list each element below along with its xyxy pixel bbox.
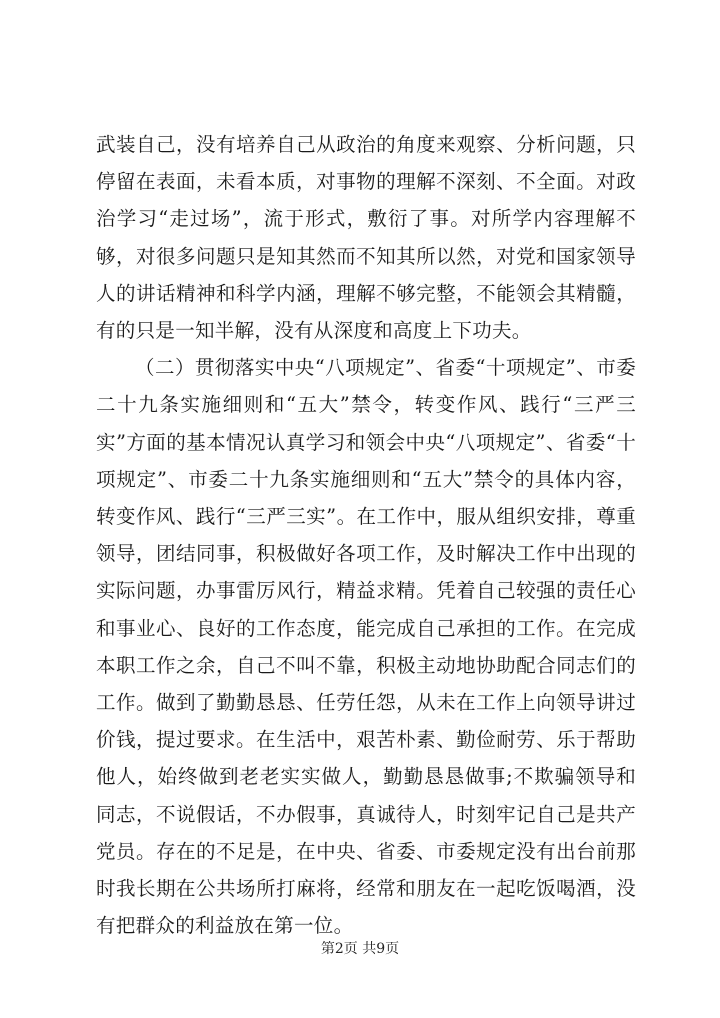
document-body [96, 126, 636, 944]
paragraph-section-two: （二）贯彻落实中央“八项规定”、省委“十项规定”、市委二十九条实施细则和“五大”禁令，转变作风、践行“三严三实”方面的基本情况认真学习和领会中央“八项规定”、省委“十项规定”、市委二十九条实施细则和“五大”禁令的具体内容，转变作风、践行“三严三实”。在工作中，服从组织安排，尊重领导，团结同事，积极做好各项工作，及时解决工作中出现的实际问题，办事雷厉风行，精益求精。凭着自己较强的责任心和事业心、良好的工作态度，能完成自己承担的工作。在完成本职工作之余，自己不叫不靠，积极主动地协助配合同志们的工作。做到了勤勤恳恳、任劳任怨，从未在工作上向领导讲过价钱，提过要求。在生活中，艰苦朴素、勤俭耐劳、乐于帮助他人，始终做到老老实实做人，勤勤恳恳做事;不欺骗领导和同志，不说假话，不办假事，真诚待人，时刻牢记自己是共产党员。存在的不足是，在中央、省委、市委规定没有出台前那时我长期在公共场所打麻将，经常和朋友在一起吃饭喝酒，没有把群众的利益放在第一位。 [96, 356, 636, 938]
page-number: 第2页 共9页 [320, 941, 400, 957]
page-footer [0, 938, 720, 958]
paragraph-continuation: 武装自己，没有培养自己从政治的角度来观察、分析问题，只停留在表面，未看本质，对事物的理解不深刻、不全面。对政治学习“走过场”，流于形式，敷衍了事。对所学内容理解不够，对很多问题只是知其然而不知其所以然，对党和国家领导人的讲话精神和科学内涵，理解不够完整，不能领会其精髓，有的只是一知半解，没有从深度和高度上下功夫。 [96, 133, 636, 343]
